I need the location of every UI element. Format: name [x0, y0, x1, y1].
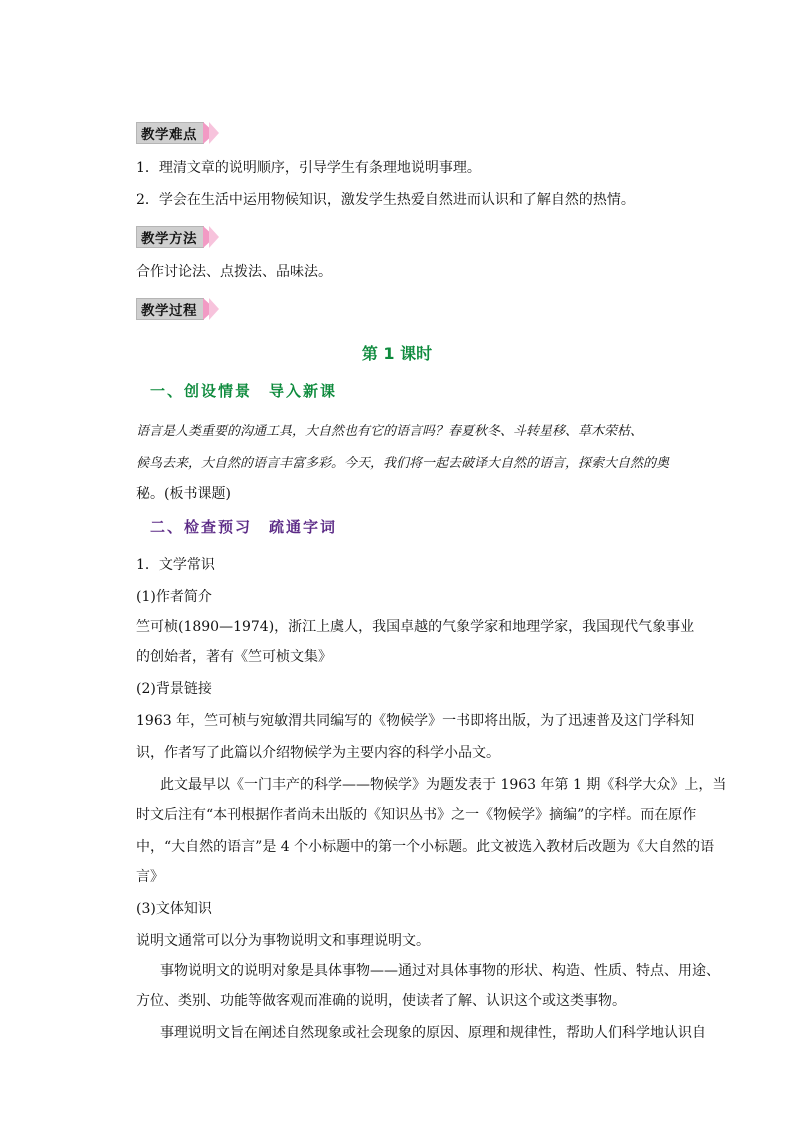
body-line: 说明文通常可以分为事物说明文和事理说明文。 — [136, 933, 430, 949]
body-line: 1．文学常识 — [136, 557, 215, 573]
body-line: (2)背景链接 — [136, 681, 212, 697]
method-text: 合作讨论法、点拨法、品味法。 — [136, 264, 332, 280]
arrow-icon — [209, 122, 219, 144]
body-line: 言》 — [136, 869, 164, 885]
intro-line: 秘。(板书课题) — [136, 486, 231, 502]
body-line: (3)文体知识 — [136, 901, 212, 917]
body-line: 此文最早以《一门丰产的科学——物候学》为题发表于 1963 年第 1 期《科学大众》上，当 — [160, 777, 727, 793]
tag-label: 教学方法 — [136, 226, 204, 248]
difficulty-item: 1．理清文章的说明顺序，引导学生有条理地说明事理。 — [136, 160, 481, 176]
body-line: 中，“大自然的语言”是 4 个小标题中的第一个小标题。此文被选入教材后改题为《大自然的语 — [136, 839, 715, 855]
body-line: 事物说明文的说明对象是具体事物——通过对具体事物的形状、构造、性质、特点、用途、 — [160, 963, 720, 979]
body-line: 事理说明文旨在阐述自然现象或社会现象的原因、原理和规律性，帮助人们科学地认识自 — [160, 1025, 706, 1041]
section-tag-process — [136, 298, 219, 320]
body-line: 方位、类别、功能等做客观而准确的说明，使读者了解、认识这个或这类事物。 — [136, 993, 626, 1009]
tag-label: 教学过程 — [136, 298, 204, 320]
tag-label: 教学难点 — [136, 122, 204, 144]
section-heading-2: 二、检查预习 疏通字词 — [150, 518, 338, 536]
body-line: 识，作者写了此篇以介绍物候学为主要内容的科学小品文。 — [136, 745, 500, 761]
lesson-title: 第 1 课时 — [361, 344, 433, 363]
section-tag-difficulty — [136, 122, 219, 144]
arrow-icon — [209, 226, 219, 248]
arrow-icon — [209, 298, 219, 320]
body-line: 的创始者，著有《竺可桢文集》 — [136, 649, 332, 665]
section-tag-method — [136, 226, 219, 248]
body-line: 时文后注有“本刊根据作者尚未出版的《知识丛书》之一《物候学》摘编”的字样。而在原作 — [136, 807, 697, 823]
body-line: 1963 年，竺可桢与宛敏渭共同编写的《物候学》一书即将出版，为了迅速普及这门学科知 — [136, 713, 695, 729]
intro-line: 语言是人类重要的沟通工具，大自然也有它的语言吗？春夏秋冬、斗转星移、草木荣枯、 — [136, 424, 644, 439]
body-line: 竺可桢(1890—1974)，浙江上虞人，我国卓越的气象学家和地理学家，我国现代气象事业 — [136, 619, 695, 635]
body-line: (1)作者简介 — [136, 589, 212, 605]
difficulty-item: 2．学会在生活中运用物候知识，激发学生热爱自然进而认识和了解自然的热情。 — [136, 192, 635, 208]
intro-line: 候鸟去来，大自然的语言丰富多彩。今天，我们将一起去破译大自然的语言，探索大自然的奥 — [136, 456, 670, 471]
section-heading-1: 一、创设情景 导入新课 — [150, 382, 338, 400]
